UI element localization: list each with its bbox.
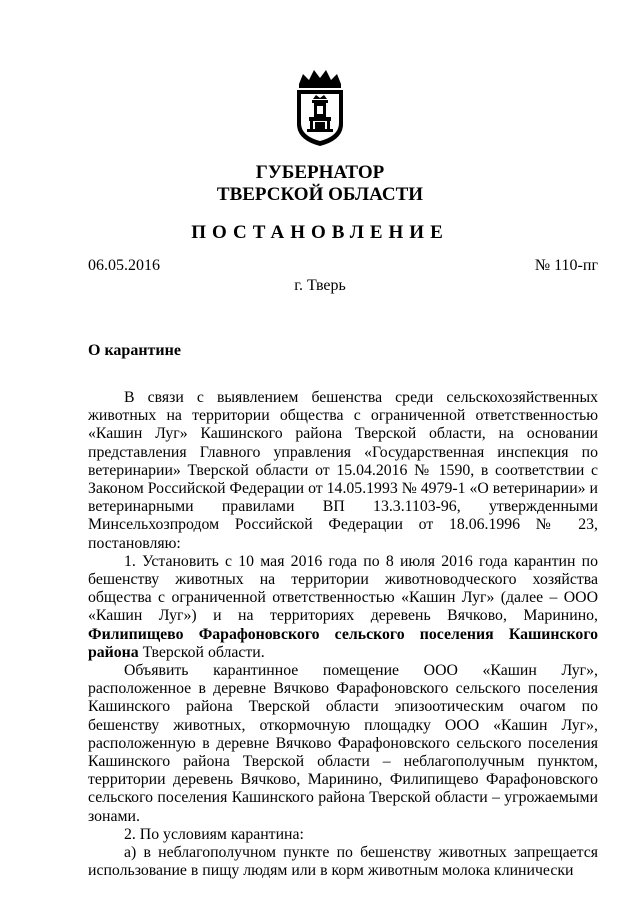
document-city: г. Тверь xyxy=(294,277,346,294)
issuer-title-line2: ТВЕРСКОЙ ОБЛАСТИ xyxy=(216,184,424,205)
crown-icon xyxy=(299,70,341,88)
document-body xyxy=(88,389,598,880)
paragraph-item-2a: а) в неблагополучном пункте по бешенству животных запрещается использование в пищу людям или в корм животным молока клинически xyxy=(88,844,598,880)
paragraph-preamble: В связи с выявлением бешенства среди сельскохозяйственных животных на территории общества с ограниченной ответственностью «Кашин Луг» Кашинского района Тверской области, на основании представления Главного управления «Государственная инспекция по ветеринарии» Тверской области от 15.04.2016 № 1590, в соответствии с Законом Российской Федерации от 14.05.1993 № 4979-1 «О ветеринарии» и ветеринарными правилами ВП 13.3.1103-96, утвержденными Минсельхозпродом Российской Федерации от 18.06.1996 № 23, постановляю: xyxy=(88,389,598,552)
document-subject: О карантине xyxy=(88,342,181,359)
paragraph-item-1-bold-text: Филипищево Фарафоновского сельского поселения Кашинского района xyxy=(88,625,598,661)
paragraph-quarantine-zones: Объявить карантинное помещение ООО «Кашин Луг», расположенное в деревне Вячково Фарафоновского сельского поселения Кашинского района Тверской области эпизоотическим очагом по бешенству животных, откормочную площадку ООО «Кашин Луг», расположенную в деревне Вячково Фарафоновского сельского поселения Кашинского района Тверской области – неблагополучным пунктом, территории деревень Вячково, Маринино, Филипищево Фарафоновского сельского поселения Кашинского района Тверской области – угрожаемыми зонами. xyxy=(88,662,598,825)
document-type: ПОСТАНОВЛЕНИЕ xyxy=(191,222,449,243)
paragraph-item-1 xyxy=(88,553,598,662)
document-number: № 110-пг xyxy=(534,257,598,274)
paragraph-item-1-tail: Тверской области. xyxy=(138,643,265,661)
paragraph-item-1-text: 1. Установить с 10 мая 2016 года по 8 июля 2016 года карантин по бешенству животных на территории животноводческого хозяйства общества с ограниченной ответственностью «Кашин Луг» (далее – ООО «Кашин Луг») и на территориях деревень Вячково, Маринино, xyxy=(88,552,598,625)
issuer-title-line1: ГУБЕРНАТОР xyxy=(255,162,385,183)
tver-coat-of-arms-emblem xyxy=(293,66,347,148)
paragraph-item-2: 2. По условиям карантина: xyxy=(124,825,304,843)
document-date: 06.05.2016 xyxy=(88,257,160,274)
